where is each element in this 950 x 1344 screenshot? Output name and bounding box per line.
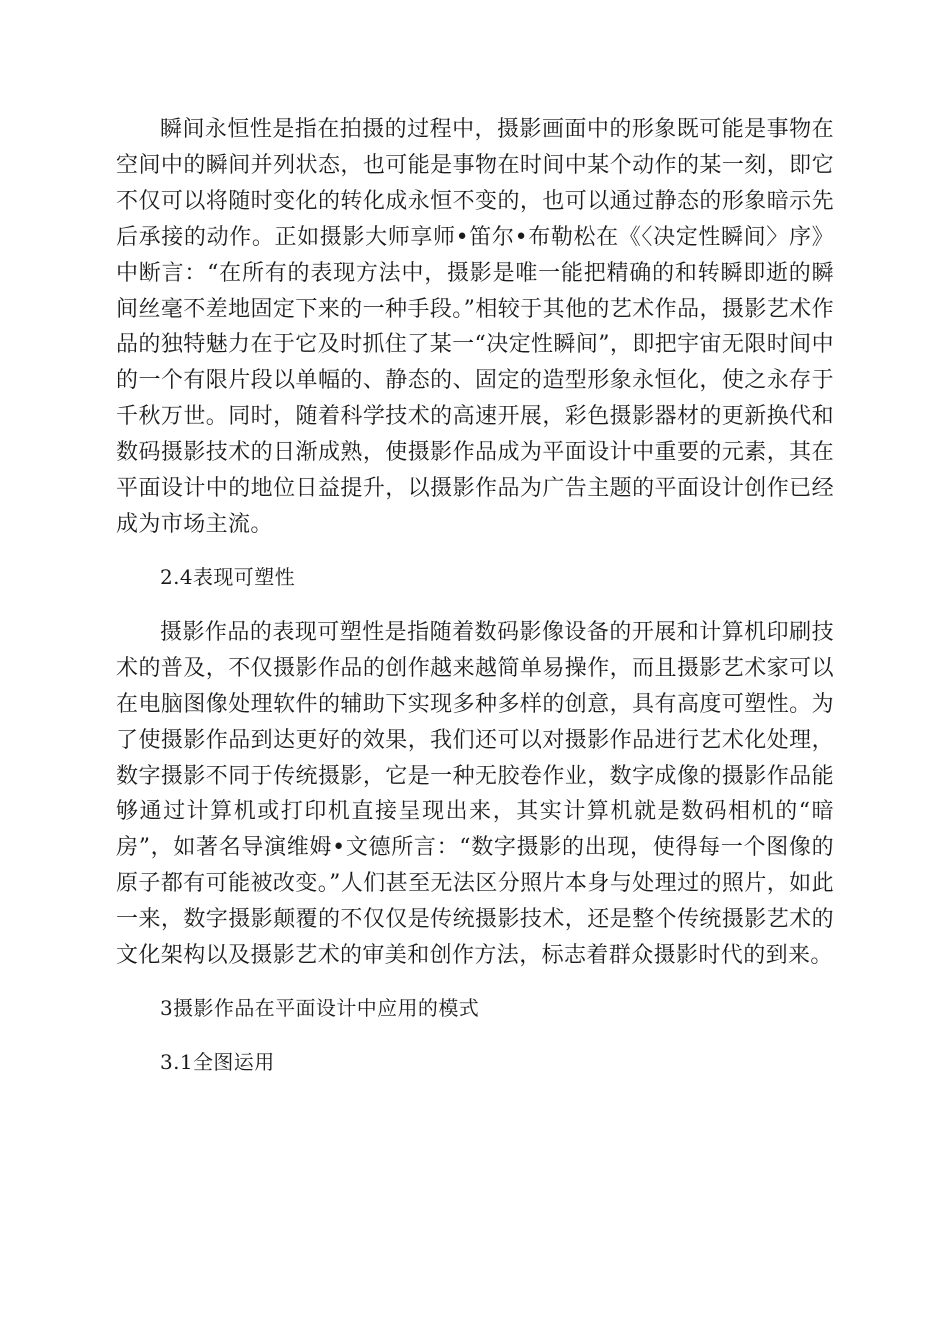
document-body: [116, 112, 834, 1080]
section-heading-3-1: 3.1全图运用: [160, 1049, 275, 1074]
section-heading-3: 3摄影作品在平面设计中应用的模式: [160, 995, 480, 1020]
spacer: [116, 1026, 834, 1044]
spacer: [116, 974, 834, 990]
paragraph-plasticity: 摄影作品的表现可塑性是指随着数码影像设备的开展和计算机印刷技术的普及，不仅摄影作品的创作越来越简单易操作，而且摄影艺术家可以在电脑图像处理软件的辅助下实现多种多样的创意，具有高度可塑性。为了使摄影作品到达更好的效果，我们还可以对摄影作品进行艺术化处理，数字摄影不同于传统摄影，它是一种无胶卷作业，数字成像的摄影作品能够通过计算机或打印机直接呈现出来，其实计算机就是数码相机的“暗房”，如著名导演维姆•文德所言：“数字摄影的出现，使得每一个图像的原子都有可能被改变。”人们甚至无法区分照片本身与处理过的照片，如此一来，数字摄影颠覆的不仅仅是传统摄影技术，还是整个传统摄影艺术的文化架构以及摄影艺术的审美和创作方法，标志着群众摄影时代的到来。: [116, 619, 834, 969]
paragraph-instant-eternity: 瞬间永恒性是指在拍摄的过程中，摄影画面中的形象既可能是事物在空间中的瞬间并列状态，也可能是事物在时间中某个动作的某一刻，即它不仅可以将随时变化的转化成永恒不变的，也可以通过静态的形象暗示先后承接的动作。正如摄影大师享师•笛尔•布勒松在《〈决定性瞬间〉序》中断言：“在所有的表现方法中，摄影是唯一能把精确的和转瞬即逝的瞬间丝毫不差地固定下来的一种手段。”相较于其他的艺术作品，摄影艺术作品的独特魅力在于它及时抓住了某一“决定性瞬间”，即把宇宙无限时间中的一个有限片段以单幅的、静态的、固定的造型形象永恒化，使之永存于千秋万世。同时，随着科学技术的高速开展，彩色摄影器材的更新换代和数码摄影技术的日渐成熟，使摄影作品成为平面设计中重要的元素，其在平面设计中的地位日益提升，以摄影作品为广告主题的平面设计创作已经成为市场主流。: [116, 117, 834, 537]
spacer: [116, 595, 834, 615]
section-heading-2-4: 2.4表现可塑性: [160, 564, 296, 589]
spacer: [116, 543, 834, 559]
